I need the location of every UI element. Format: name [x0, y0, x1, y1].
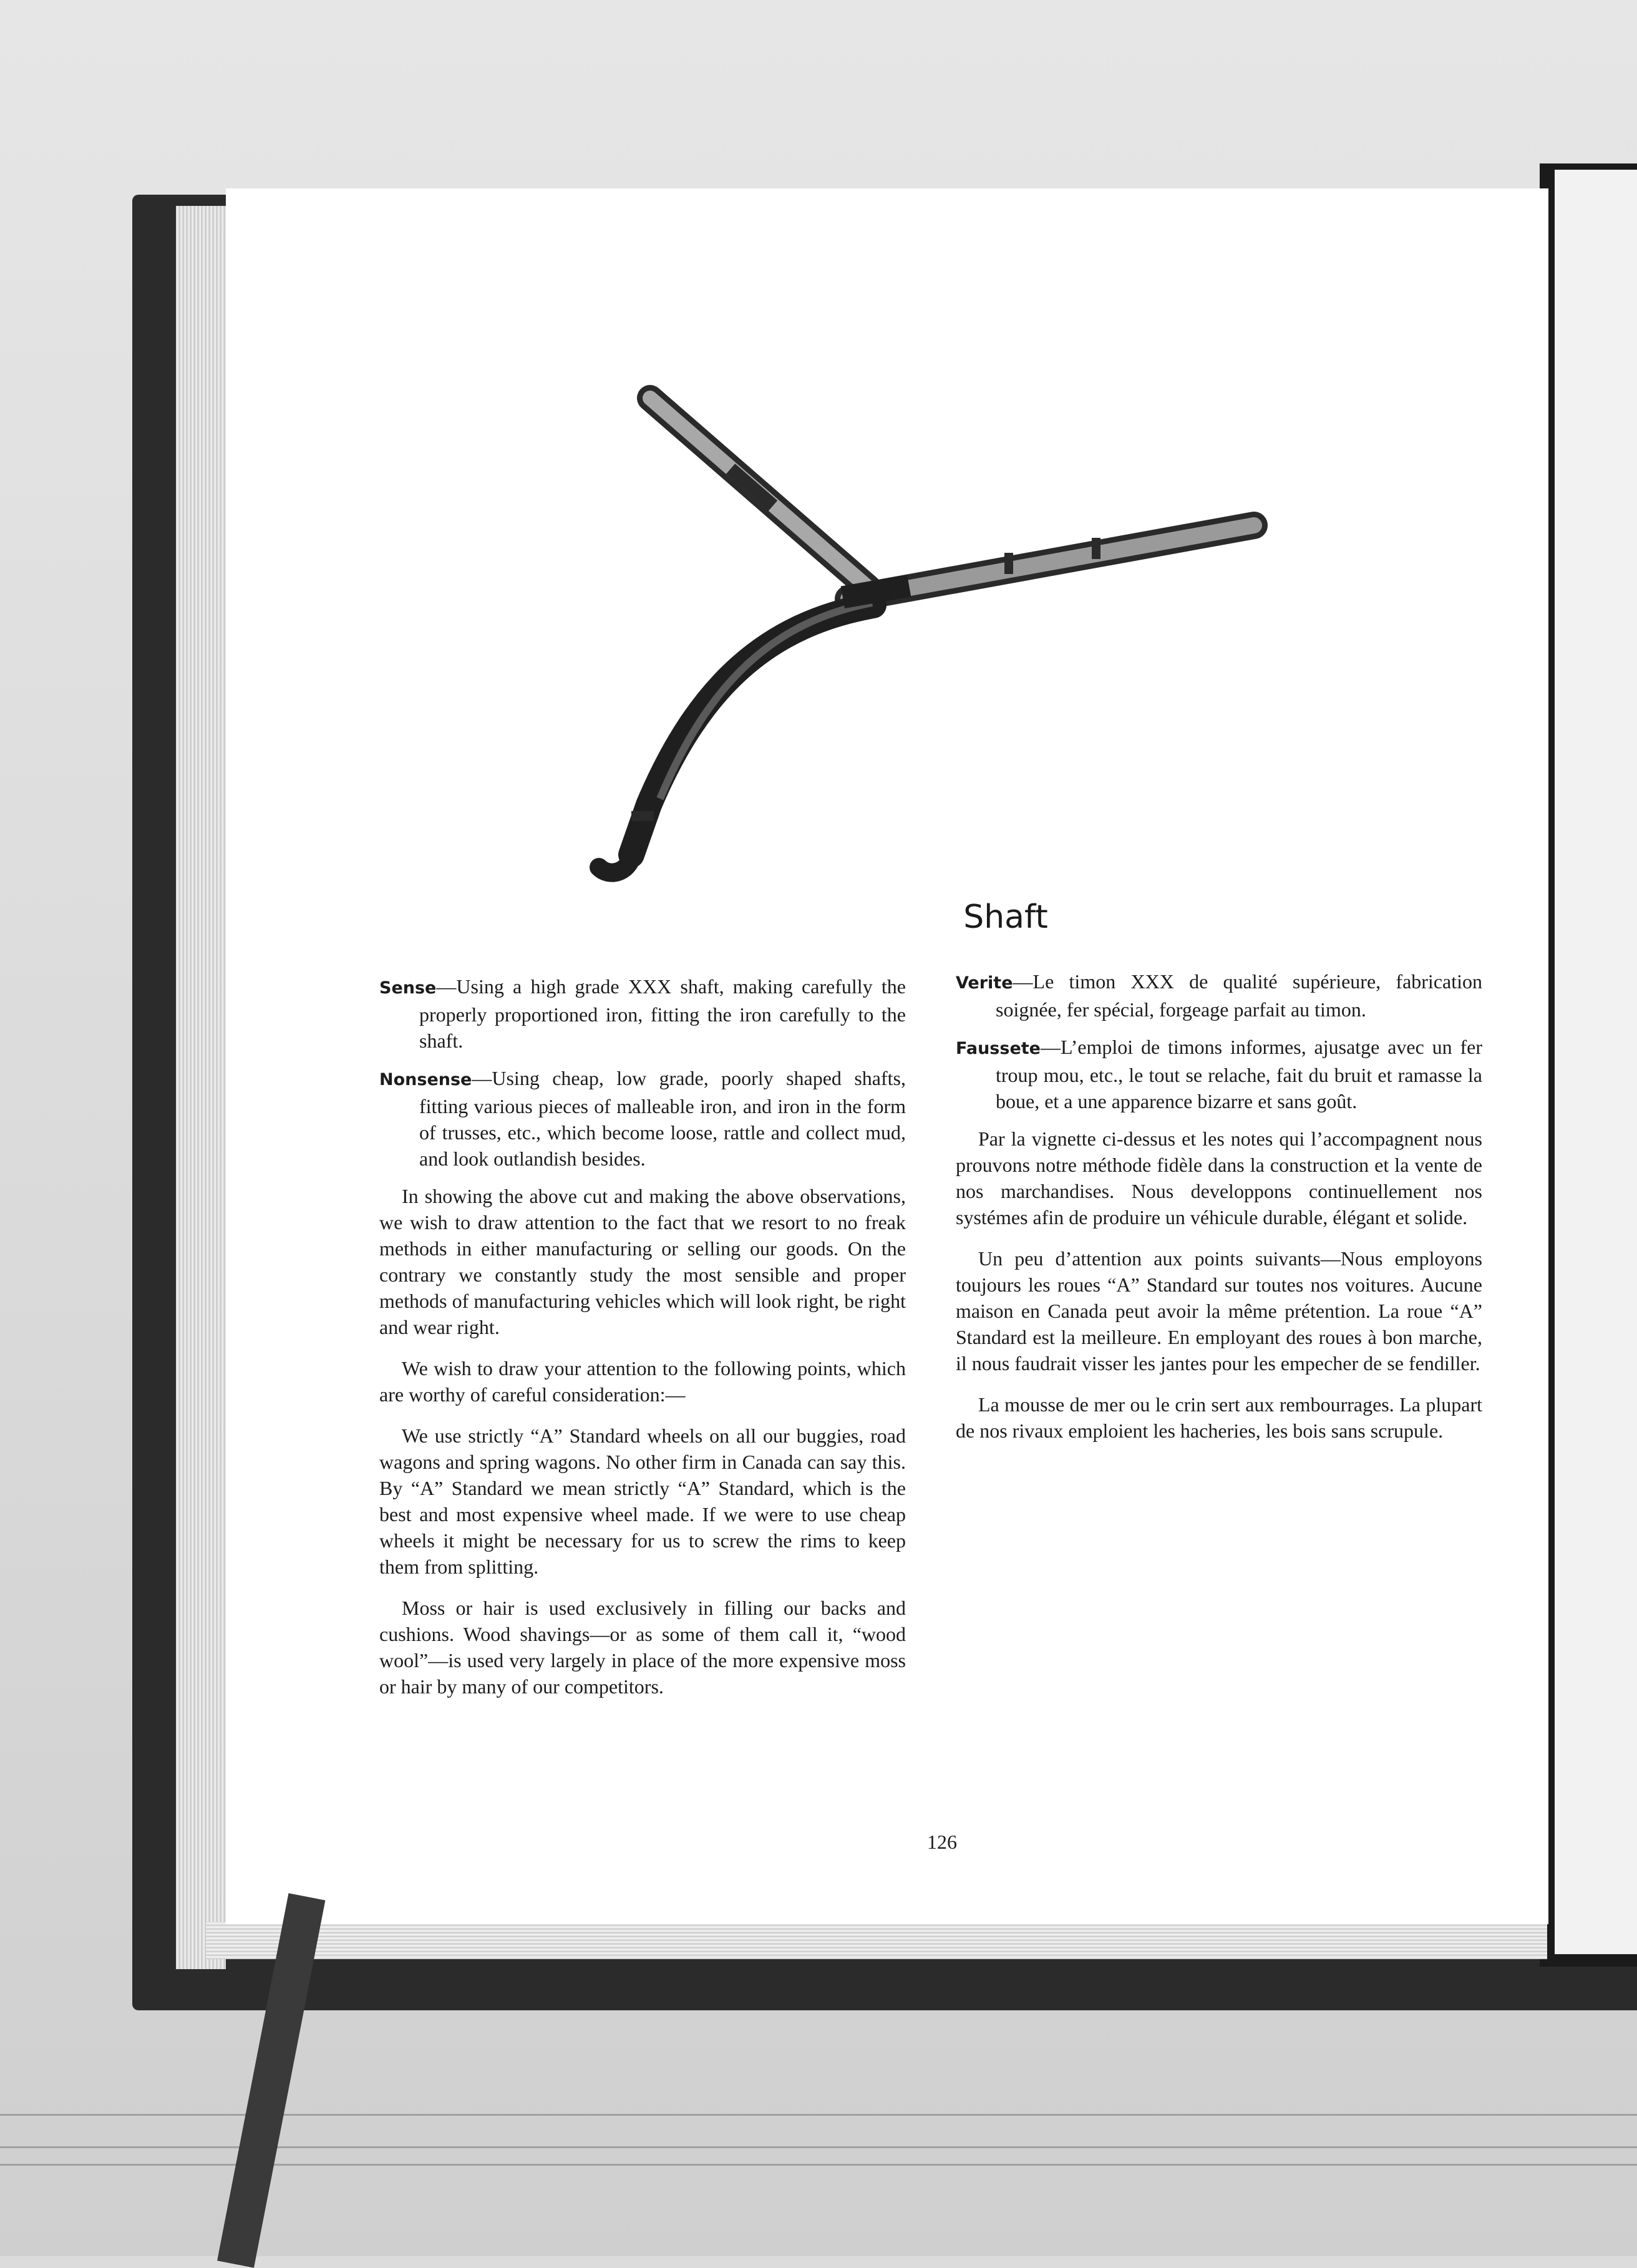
faussete-definition [956, 1034, 1482, 1114]
shaft-hook-end [599, 855, 633, 873]
page-number: 126 [927, 1831, 957, 1853]
sense-term: Sense [379, 978, 437, 998]
english-column [379, 973, 906, 1715]
english-paragraph: In showing the above cut and making the above observations, we wish to draw attention to the fact that we resort to no freak methods in either manufacturing or selling our goods. On the contrary we constantly study the most sensible and proper methods of manufacturing vehicles which will look right, be right and wear right. [379, 1185, 906, 1338]
verite-text: —Le timon XXX de qualité supérieure, fabrication soignée, fer spécial, forgeage parfait au timon. [996, 970, 1482, 1021]
nonsense-term: Nonsense [379, 1070, 472, 1089]
french-paragraph: La mousse de mer ou le crin sert aux rembourrages. La plupart de nos rivaux emploient les hacheries, les bois sans scrupule. [956, 1393, 1482, 1442]
nonsense-definition [379, 1065, 906, 1172]
facing-page-sheet [1555, 170, 1637, 1954]
sense-definition [379, 973, 906, 1054]
page-title: Shaft [963, 898, 1048, 936]
shaft-clip [631, 811, 654, 821]
faussete-term: Faussete [956, 1039, 1041, 1058]
english-paragraph: Moss or hair is used exclusively in filling our backs and cushions. Wood shavings—or as some of them call it, “wood wool”—is used very largely in place of the more expensive moss or hair by many of our competitors. [379, 1597, 906, 1698]
verite-term: Verite [956, 973, 1013, 993]
shaft-illustration [580, 374, 1279, 886]
nonsense-text: —Using cheap, low grade, poorly shaped shafts, fitting various pieces of malleable iron, and iron in the form of trusses, etc., which become loose, rattle and collect mud, and look outlandish besides. [419, 1067, 906, 1170]
page-stack-left [176, 206, 226, 1969]
faussete-text: —L’emploi de timons informes, ajusatge avec un fer troup mou, etc., le tout se relache, fait du bruit et ramasse la boue, et a une apparence bizarre et sans goût. [996, 1036, 1482, 1112]
french-column [956, 968, 1482, 1459]
english-paragraph: We use strictly “A” Standard wheels on all our buggies, road wagons and spring wagons. No other firm in Canada can say this. By “A” Standard we mean strictly “A” Standard, which is the best and most expensive wheel made. If we were to use cheap wheels it might be necessary for us to screw the rims to keep them from splitting. [379, 1424, 906, 1578]
french-paragraph: Un peu d’attention aux points suivants—Nous employons toujours les roues “A” Standard sur toutes nos voitures. Aucune maison en Canada peut avoir la même prétention. La roue “A” Standard est la meilleure. En employant des roues à bon marche, il nous faudrait visser les jantes pour les empecher de se fendiller. [956, 1247, 1482, 1375]
english-paragraph: We wish to draw your attention to the following points, which are worthy of careful consideration:— [379, 1357, 906, 1406]
shaft-curved-iron [631, 605, 873, 855]
sense-text: —Using a high grade XXX shaft, making carefully the properly proportioned iron, fitting the iron carefully to the shaft. [419, 975, 906, 1052]
verite-definition [956, 968, 1482, 1023]
french-paragraph: Par la vignette ci-dessus et les notes qui l’accompagnent nous prouvons notre méthode fidèle dans la construction et la vente de nos marchandises. Nous developpons continuellement nos systémes afin de produire un véhicule durable, élégant et solide. [956, 1127, 1482, 1229]
page-stack-bottom [206, 1922, 1547, 1959]
shaft-clip [1092, 538, 1100, 559]
shaft-clip [1004, 553, 1013, 574]
